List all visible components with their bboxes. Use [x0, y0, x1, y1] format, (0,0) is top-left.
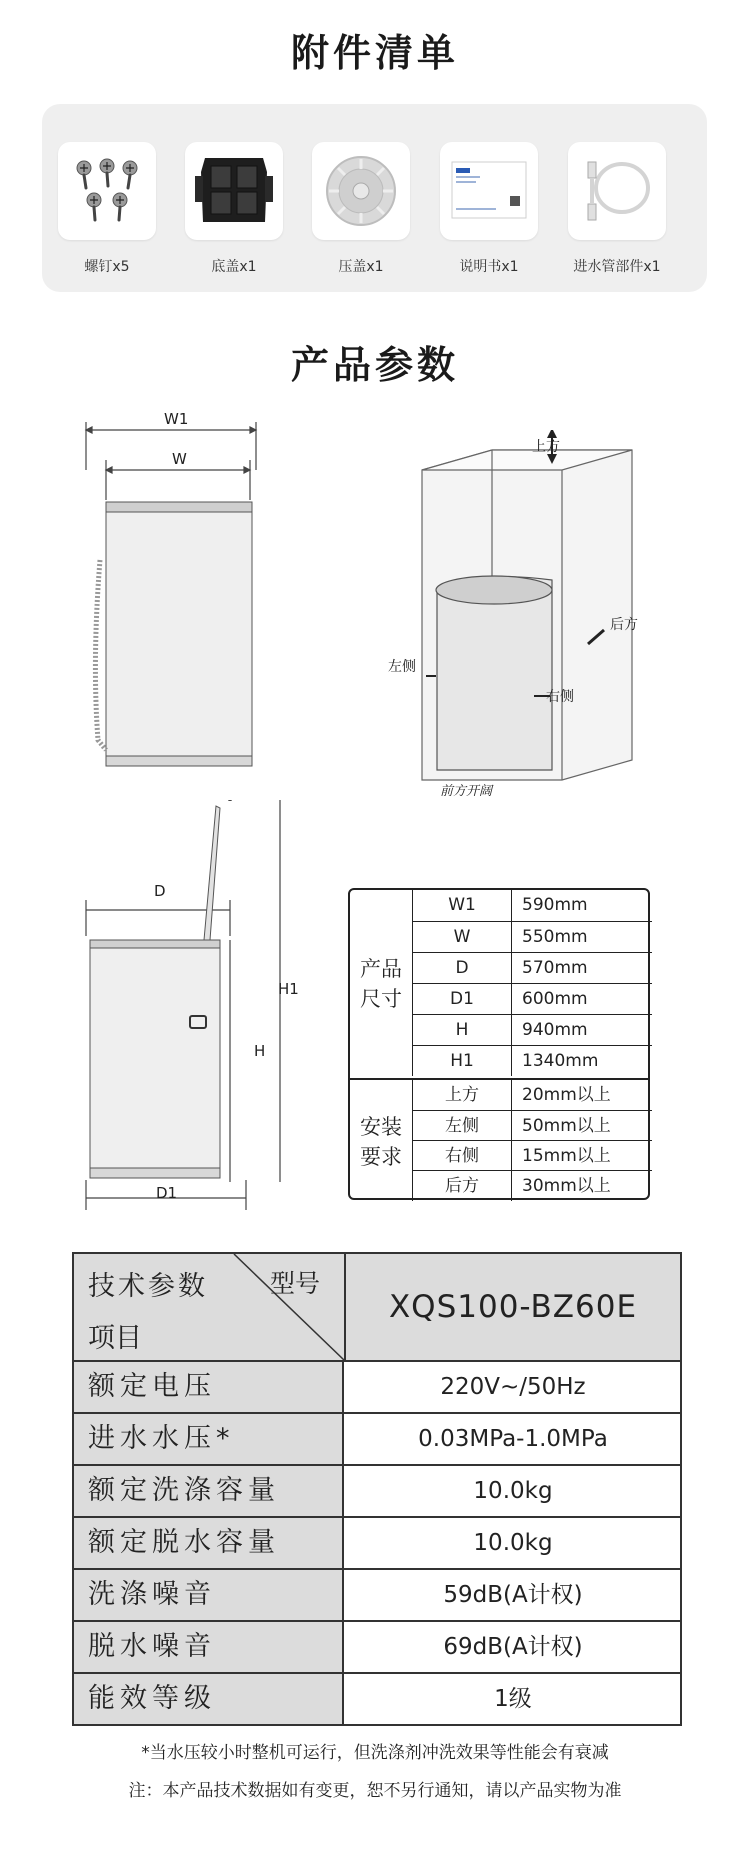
- clearance-back-label: 后方: [610, 617, 638, 633]
- accessory-press-cover: [299, 142, 423, 276]
- spec-table: [72, 1252, 682, 1726]
- spec-row: [74, 1672, 680, 1724]
- size-row: [412, 1045, 652, 1076]
- spec-label: 进水水压*: [74, 1414, 344, 1464]
- size-key: H: [412, 1015, 512, 1045]
- accessory-inlet-hose: [555, 142, 679, 276]
- accessories-title: 附件清单: [290, 31, 459, 75]
- spec-row: [74, 1516, 680, 1568]
- clearance-top-label: 上方: [532, 439, 560, 455]
- accessory-bottom-cover: [172, 142, 296, 276]
- dimension-w1-label: W1: [164, 410, 189, 428]
- install-category-label: 安装 要求: [360, 1115, 402, 1169]
- size-value: 550mm: [522, 927, 588, 947]
- water-pressure-note: *当水压较小时整机可运行，但洗涤剂冲洗效果等性能会有衰减: [141, 1743, 609, 1763]
- header-tech-params: 技术参数: [88, 1271, 208, 1302]
- accessory-manual: [427, 142, 551, 276]
- install-key: 上方: [412, 1080, 512, 1111]
- bottom-cover-icon: [185, 142, 283, 240]
- install-key: 后方: [412, 1171, 512, 1201]
- size-key: D1: [412, 984, 512, 1014]
- model-number: XQS100-BZ60E: [346, 1254, 680, 1360]
- spec-value: 1级: [494, 1686, 532, 1712]
- dimension-w-label: W: [172, 450, 187, 468]
- spec-label: 额定电压: [74, 1362, 344, 1412]
- spec-label: 额定脱水容量: [74, 1518, 344, 1568]
- spec-label: 洗涤噪音: [74, 1570, 344, 1620]
- dimension-d-label: D: [154, 882, 166, 900]
- spec-value: 69dB(A计权): [443, 1634, 583, 1660]
- disclaimer-note: 注：本产品技术数据如有变更，恕不另行通知，请以产品实物为准: [128, 1781, 622, 1801]
- spec-value: 59dB(A计权): [443, 1582, 583, 1608]
- spec-label: 额定洗涤容量: [74, 1466, 344, 1516]
- size-row: [412, 1014, 652, 1045]
- size-key: W: [412, 922, 512, 952]
- accessory-label: 底盖x1: [211, 259, 257, 275]
- accessory-screws: [45, 142, 169, 276]
- install-row: [412, 1170, 652, 1201]
- size-value: 590mm: [522, 895, 588, 915]
- spec-value: 10.0kg: [473, 1530, 553, 1556]
- install-row: [412, 1110, 652, 1141]
- size-value: 940mm: [522, 1020, 588, 1040]
- dimension-h-label: H: [254, 1042, 266, 1060]
- install-value: 30mm以上: [522, 1176, 611, 1196]
- spec-value: 220V~/50Hz: [440, 1374, 586, 1400]
- spec-value: 10.0kg: [473, 1478, 553, 1504]
- spec-row: [74, 1464, 680, 1516]
- install-row: [412, 1080, 652, 1111]
- header-item-label: 项目: [88, 1323, 142, 1354]
- size-key: H1: [412, 1046, 512, 1076]
- size-value: 1340mm: [522, 1051, 599, 1071]
- spec-header-corner: [74, 1254, 346, 1360]
- header-model-label: 型号: [270, 1269, 321, 1298]
- size-row: [412, 952, 652, 983]
- install-value: 50mm以上: [522, 1116, 611, 1136]
- size-value: 600mm: [522, 989, 588, 1009]
- spec-label: 脱水噪音: [74, 1622, 344, 1672]
- side-view-diagram: [80, 800, 300, 1220]
- accessory-label: 说明书x1: [459, 259, 519, 275]
- spec-row: [74, 1568, 680, 1620]
- size-category-label: 产品 尺寸: [360, 957, 402, 1011]
- spec-row: [74, 1620, 680, 1672]
- size-key: W1: [412, 890, 512, 921]
- accessory-label: 螺钉x5: [84, 259, 130, 275]
- clearance-right-label: 右侧: [546, 689, 574, 705]
- install-row: [412, 1140, 652, 1171]
- install-value: 20mm以上: [522, 1085, 611, 1105]
- spec-label: 能效等级: [74, 1674, 344, 1724]
- inlet-hose-icon: [568, 142, 666, 240]
- install-key: 右侧: [412, 1141, 512, 1171]
- dimension-d1-label: D1: [156, 1184, 178, 1202]
- dimension-h1-label: H1: [278, 980, 299, 998]
- install-key: 左侧: [412, 1111, 512, 1141]
- size-key: D: [412, 953, 512, 983]
- accessories-panel: [42, 104, 707, 292]
- accessory-label: 压盖x1: [338, 259, 384, 275]
- size-table: [348, 888, 650, 1200]
- spec-header: [74, 1254, 680, 1362]
- size-row: [412, 890, 652, 921]
- spec-value: 0.03MPa-1.0MPa: [418, 1426, 608, 1452]
- clearance-left-label: 左侧: [388, 659, 416, 675]
- install-value: 15mm以上: [522, 1146, 611, 1166]
- spec-row: [74, 1412, 680, 1464]
- clearance-front-label: 前方开阔: [440, 784, 493, 799]
- screws-icon: [58, 142, 156, 240]
- size-row: [412, 983, 652, 1014]
- params-title: 产品参数: [290, 343, 459, 387]
- manual-icon: [440, 142, 538, 240]
- size-row: [412, 921, 652, 952]
- press-cover-icon: [312, 142, 410, 240]
- accessory-label: 进水管部件x1: [573, 259, 661, 275]
- size-value: 570mm: [522, 958, 588, 978]
- spec-row: [74, 1362, 680, 1412]
